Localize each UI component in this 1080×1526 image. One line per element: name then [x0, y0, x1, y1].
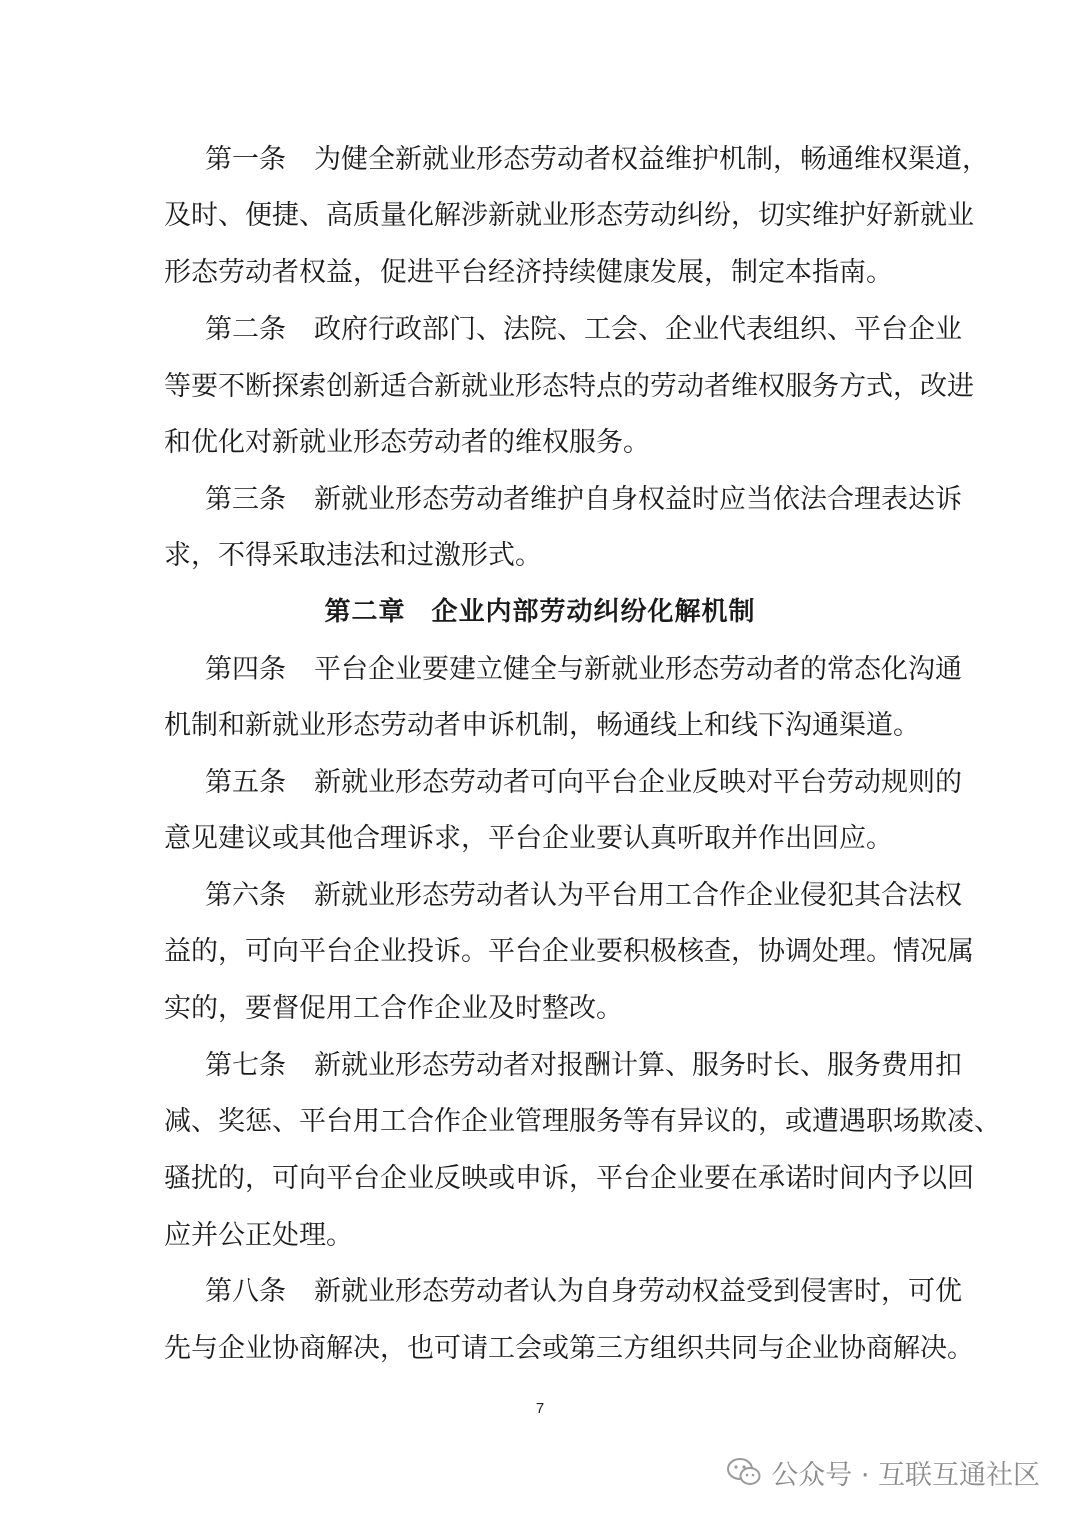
- article-6-line-2: 益的，可向平台企业投诉。平台企业要积极核查，协调处理。情况属: [164, 936, 974, 967]
- article-8-line-1: [205, 1272, 962, 1312]
- article-1-text-1: 为健全新就业形态劳动者权益维护机制，畅通维权渠道，: [314, 144, 989, 175]
- article-6-line-3: 实的，要督促用工合作企业及时整改。: [164, 993, 623, 1024]
- article-7-text-1: 新就业形态劳动者对报酬计算、服务时长、服务费用扣: [314, 1050, 962, 1081]
- article-2-label: 第二条: [205, 314, 286, 345]
- chapter-heading: [0, 592, 1080, 632]
- article-1-label: 第一条: [205, 144, 286, 175]
- article-1-line-1: [205, 140, 989, 180]
- article-3-line-1: [205, 480, 962, 520]
- watermark-text: 公众号 · 互联互通社区: [771, 1459, 1040, 1491]
- article-8-text-1: 新就业形态劳动者认为自身劳动权益受到侵害时，可优: [314, 1276, 962, 1307]
- article-8-label: 第八条: [205, 1276, 286, 1307]
- article-2-text-1: 政府行政部门、法院、工会、企业代表组织、平台企业: [314, 314, 962, 345]
- article-2-line-3: 和优化对新就业形态劳动者的维权服务。: [164, 427, 650, 458]
- article-5-line-2: 意见建议或其他合理诉求，平台企业要认真听取并作出回应。: [164, 823, 893, 854]
- article-4-line-2: 机制和新就业形态劳动者申诉机制，畅通线上和线下沟通渠道。: [164, 710, 920, 741]
- article-5-line-1: [205, 763, 962, 803]
- chapter-number: 第二章: [324, 597, 406, 627]
- article-7-line-4: 应并公正处理。: [164, 1220, 353, 1251]
- article-4-line-1: [205, 650, 962, 690]
- article-5-label: 第五条: [205, 767, 286, 798]
- wechat-icon: [727, 1457, 761, 1487]
- article-6-line-1: [205, 876, 962, 916]
- article-5-text-1: 新就业形态劳动者可向平台企业反映对平台劳动规则的: [314, 767, 962, 798]
- article-4-text-1: 平台企业要建立健全与新就业形态劳动者的常态化沟通: [314, 654, 962, 685]
- article-4-label: 第四条: [205, 654, 286, 685]
- article-6-label: 第六条: [205, 880, 286, 911]
- article-2-line-2: 等要不断探索创新适合新就业形态特点的劳动者维权服务方式，改进: [164, 371, 974, 402]
- article-7-line-2: 减、奖惩、平台用工合作企业管理服务等有异议的，或遭遇职场欺凌、: [164, 1106, 1001, 1137]
- article-7-line-3: 骚扰的，可向平台企业反映或申诉，平台企业要在承诺时间内予以回: [164, 1163, 974, 1194]
- page-number: 7: [535, 1400, 545, 1417]
- article-7-label: 第七条: [205, 1050, 286, 1081]
- article-3-label: 第三条: [205, 484, 286, 515]
- article-3-line-2: 求，不得采取违法和过激形式。: [164, 540, 542, 571]
- article-2-line-1: [205, 310, 962, 350]
- article-3-text-1: 新就业形态劳动者维护自身权益时应当依法合理表达诉: [314, 484, 962, 515]
- chapter-title: 企业内部劳动纠纷化解机制: [431, 597, 756, 627]
- article-1-line-2: 及时、便捷、高质量化解涉新就业形态劳动纠纷，切实维护好新就业: [164, 200, 974, 231]
- article-1-line-3: 形态劳动者权益，促进平台经济持续健康发展，制定本指南。: [164, 257, 893, 288]
- article-8-line-2: 先与企业协商解决，也可请工会或第三方组织共同与企业协商解决。: [164, 1333, 974, 1364]
- article-6-text-1: 新就业形态劳动者认为平台用工合作企业侵犯其合法权: [314, 880, 962, 911]
- article-7-line-1: [205, 1046, 962, 1086]
- watermark: [727, 1452, 1040, 1492]
